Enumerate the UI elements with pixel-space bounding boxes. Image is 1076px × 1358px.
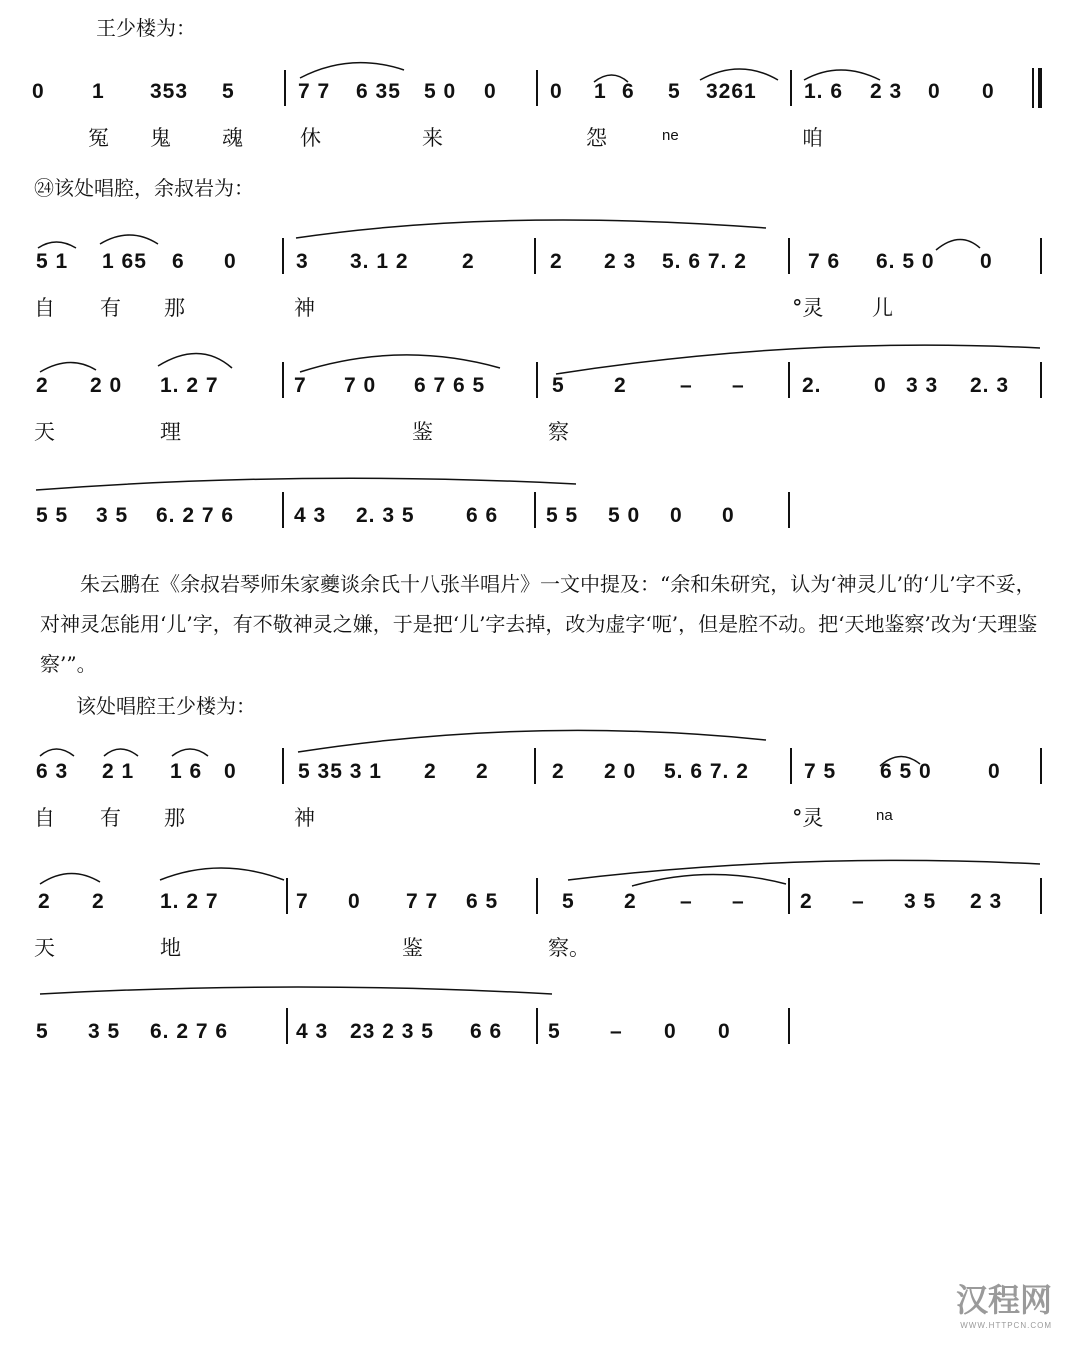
slur-mark <box>298 730 766 752</box>
note-group: 3 <box>296 250 309 273</box>
note-group: 0 <box>874 374 887 397</box>
lyric-char: 有 <box>100 806 121 830</box>
note-group: 2 1 <box>102 760 135 783</box>
lyric-char: 怨 <box>586 126 607 150</box>
note-group: 0 <box>980 250 993 273</box>
lyric-char: 休 <box>300 126 321 150</box>
bar-line <box>788 1008 790 1044</box>
slur-mark <box>804 70 880 80</box>
bar-line <box>536 878 538 914</box>
commentary-text: 朱云鹏在《余叔岩琴师朱家夔谈余氏十八张半唱片》一文中提及：“余和朱研究，认为‘神灵儿’的‘儿’字不妥，对神灵怎能用‘儿’字，有不敬神灵之嫌，于是把‘儿’字去掉，改为虚字‘呃’，但是腔不动。把‘天地鉴察’改为‘天理鉴察’”。 <box>40 572 1038 676</box>
lyric-char: 地 <box>160 936 181 960</box>
note-group: 7 7 <box>298 80 331 103</box>
note-group: 2. <box>802 374 822 397</box>
bar-line <box>536 362 538 398</box>
note-group: 0 <box>988 760 1001 783</box>
note-group: 2 3 <box>870 80 903 103</box>
bar-line <box>788 238 790 274</box>
note-group: 0 <box>664 1020 677 1043</box>
note-group: 5. 6 7. 2 <box>662 250 747 273</box>
slur-mark <box>158 353 232 368</box>
bar-line <box>790 70 792 106</box>
bar-line <box>1040 362 1042 398</box>
slur-mark <box>40 873 100 884</box>
note-group: 3261 <box>706 80 757 103</box>
note-group: 1 <box>594 80 607 103</box>
section-heading-wang-2: 该处唱腔王少楼为： <box>76 694 256 718</box>
note-group: 2 <box>624 890 637 913</box>
slur-mark <box>40 362 96 372</box>
note-group: 0 <box>670 504 683 527</box>
note-group: 3. 1 2 <box>350 250 409 273</box>
lyric-char: na <box>876 807 893 824</box>
note-group: 5 <box>562 890 575 913</box>
note-group: – <box>732 890 745 913</box>
slur-mark <box>300 355 500 372</box>
note-group: 2 <box>92 890 105 913</box>
lyric-char: 天 <box>34 420 55 444</box>
bar-line <box>536 70 538 106</box>
lyric-char: 察 <box>548 420 569 444</box>
note-group: 6 35 <box>356 80 401 103</box>
note-group: 2 <box>614 374 627 397</box>
slur-mark <box>36 478 576 490</box>
note-group: 2 <box>550 250 563 273</box>
note-group: 5 0 <box>424 80 457 103</box>
note-group: 0 <box>550 80 563 103</box>
note-group: 5 35 3 1 <box>298 760 382 783</box>
bar-line <box>788 878 790 914</box>
note-group: 0 <box>224 760 237 783</box>
slur-mark <box>296 220 766 238</box>
note-group: 353 <box>150 80 189 103</box>
note-group: 1. 6 <box>804 80 844 103</box>
note-group: 4 3 <box>296 1020 329 1043</box>
slur-mark <box>568 860 1040 880</box>
bar-line <box>282 748 284 784</box>
note-group: 5. 6 7. 2 <box>664 760 749 783</box>
note-group: 3 5 <box>88 1020 121 1043</box>
note-group: 2 0 <box>90 374 123 397</box>
note-group: 2 <box>552 760 565 783</box>
final-bar-line <box>1032 68 1034 108</box>
bar-line <box>282 492 284 528</box>
note-group: 7 <box>294 374 307 397</box>
site-watermark <box>956 1275 1052 1330</box>
note-group: 2. 3 <box>970 374 1010 397</box>
note-group: 6 5 <box>466 890 499 913</box>
lyric-char: 自 <box>34 806 55 830</box>
watermark-text: 汉程网 <box>955 1282 1052 1318</box>
note-group: 1. 2 7 <box>160 374 219 397</box>
note-group: 0 <box>348 890 361 913</box>
note-group: 2 0 <box>604 760 637 783</box>
bar-line <box>536 1008 538 1044</box>
watermark-url: WWW.HTTPCN.COM <box>960 1321 1052 1330</box>
slur-mark <box>300 63 404 78</box>
note-group: – <box>610 1020 623 1043</box>
slur-mark <box>556 345 1040 374</box>
note-group: 2. 3 5 <box>356 504 415 527</box>
bar-line <box>1040 238 1042 274</box>
bar-line <box>788 492 790 528</box>
note-group: 6 5 0 <box>880 760 932 783</box>
lyric-char: 自 <box>34 296 55 320</box>
note-group: 1 6 <box>170 760 203 783</box>
lyric-char: 有 <box>100 296 121 320</box>
note-group: 6 <box>622 80 635 103</box>
note-group: 2 3 <box>604 250 637 273</box>
note-group: 6. 2 7 6 <box>150 1020 229 1043</box>
note-group: 5 <box>552 374 565 397</box>
note-group: 5 1 <box>36 250 69 273</box>
note-group: 2 <box>424 760 437 783</box>
note-group: 23 2 3 5 <box>350 1020 434 1043</box>
note-group: 0 <box>718 1020 731 1043</box>
lyric-char: 鬼 <box>150 126 171 150</box>
lyric-char: 冤 <box>88 126 109 150</box>
note-group: 7 5 <box>804 760 837 783</box>
lyric-char: ne <box>662 127 679 144</box>
lyric-char: 那 <box>164 806 185 830</box>
bar-line <box>282 238 284 274</box>
note-group: – <box>732 374 745 397</box>
note-group: 6 <box>172 250 185 273</box>
note-group: 3 3 <box>906 374 939 397</box>
bar-line <box>790 748 792 784</box>
section-heading-wang-1: 王少楼为： <box>96 16 196 40</box>
note-group: – <box>852 890 865 913</box>
bar-line <box>788 362 790 398</box>
note-group: 2 <box>36 374 49 397</box>
lyric-char: 察。 <box>548 936 590 960</box>
slur-mark <box>160 868 284 880</box>
note-group: 0 <box>224 250 237 273</box>
lyric-char: °灵 <box>792 806 824 830</box>
note-group: – <box>680 374 693 397</box>
note-group: 4 3 <box>294 504 327 527</box>
slur-mark <box>632 874 786 886</box>
note-group: 1 <box>92 80 105 103</box>
lyric-char: 咱 <box>802 126 823 150</box>
note-group: 7 0 <box>344 374 377 397</box>
note-group: 0 <box>982 80 995 103</box>
note-group: 5 <box>36 1020 49 1043</box>
note-group: 7 <box>296 890 309 913</box>
section-heading-yu: ㉔该处唱腔，余叔岩为： <box>34 176 254 200</box>
note-group: 0 <box>928 80 941 103</box>
lyric-char: 那 <box>164 296 185 320</box>
note-group: 2 <box>800 890 813 913</box>
bar-line <box>534 238 536 274</box>
note-group: 2 <box>38 890 51 913</box>
bar-line <box>534 748 536 784</box>
lyric-char: 理 <box>160 420 181 444</box>
note-group: 6 7 6 5 <box>414 374 486 397</box>
lyric-char: °灵 <box>792 296 824 320</box>
slur-mark <box>936 239 980 250</box>
lyric-char: 天 <box>34 936 55 960</box>
slur-mark <box>38 242 76 248</box>
lyric-char: 魂 <box>222 126 243 150</box>
note-group: 5 <box>668 80 681 103</box>
bar-line <box>282 362 284 398</box>
bar-line <box>534 492 536 528</box>
final-bar-line-thick <box>1038 68 1042 108</box>
lyric-char: 来 <box>422 126 443 150</box>
note-group: 6. 5 0 <box>876 250 935 273</box>
bar-line <box>286 1008 288 1044</box>
lyric-char: 儿 <box>872 296 893 320</box>
note-group: 5 <box>222 80 235 103</box>
note-group: 2 <box>462 250 475 273</box>
note-group: 3 5 <box>96 504 129 527</box>
note-group: 2 3 <box>970 890 1003 913</box>
bar-line <box>286 878 288 914</box>
note-group: 0 <box>484 80 497 103</box>
note-group: 1. 2 7 <box>160 890 219 913</box>
bar-line <box>1040 748 1042 784</box>
slur-mark <box>104 749 138 756</box>
note-group: – <box>680 890 693 913</box>
note-group: 6. 2 7 6 <box>156 504 235 527</box>
commentary-paragraph <box>40 564 1040 684</box>
bar-line <box>284 70 286 106</box>
lyric-char: 鉴 <box>402 936 423 960</box>
note-group: 7 6 <box>808 250 841 273</box>
note-group: 3 5 <box>904 890 937 913</box>
lyric-char: 神 <box>294 806 315 830</box>
note-group: 2 <box>476 760 489 783</box>
note-group: 5 0 <box>608 504 641 527</box>
lyric-char: 神 <box>294 296 315 320</box>
note-group: 6 6 <box>470 1020 503 1043</box>
note-group: 5 5 <box>36 504 69 527</box>
note-group: 0 <box>32 80 45 103</box>
note-group: 0 <box>722 504 735 527</box>
note-group: 6 6 <box>466 504 499 527</box>
slur-mark <box>40 749 74 756</box>
note-group: 5 5 <box>546 504 579 527</box>
slur-mark <box>100 235 158 244</box>
slur-mark <box>700 69 778 80</box>
note-group: 5 <box>548 1020 561 1043</box>
bar-line <box>1040 878 1042 914</box>
lyric-char: 鉴 <box>412 420 433 444</box>
slur-mark <box>40 987 552 994</box>
note-group: 6 3 <box>36 760 69 783</box>
note-group: 1 65 <box>102 250 147 273</box>
note-group: 7 7 <box>406 890 439 913</box>
slur-mark <box>172 749 208 756</box>
